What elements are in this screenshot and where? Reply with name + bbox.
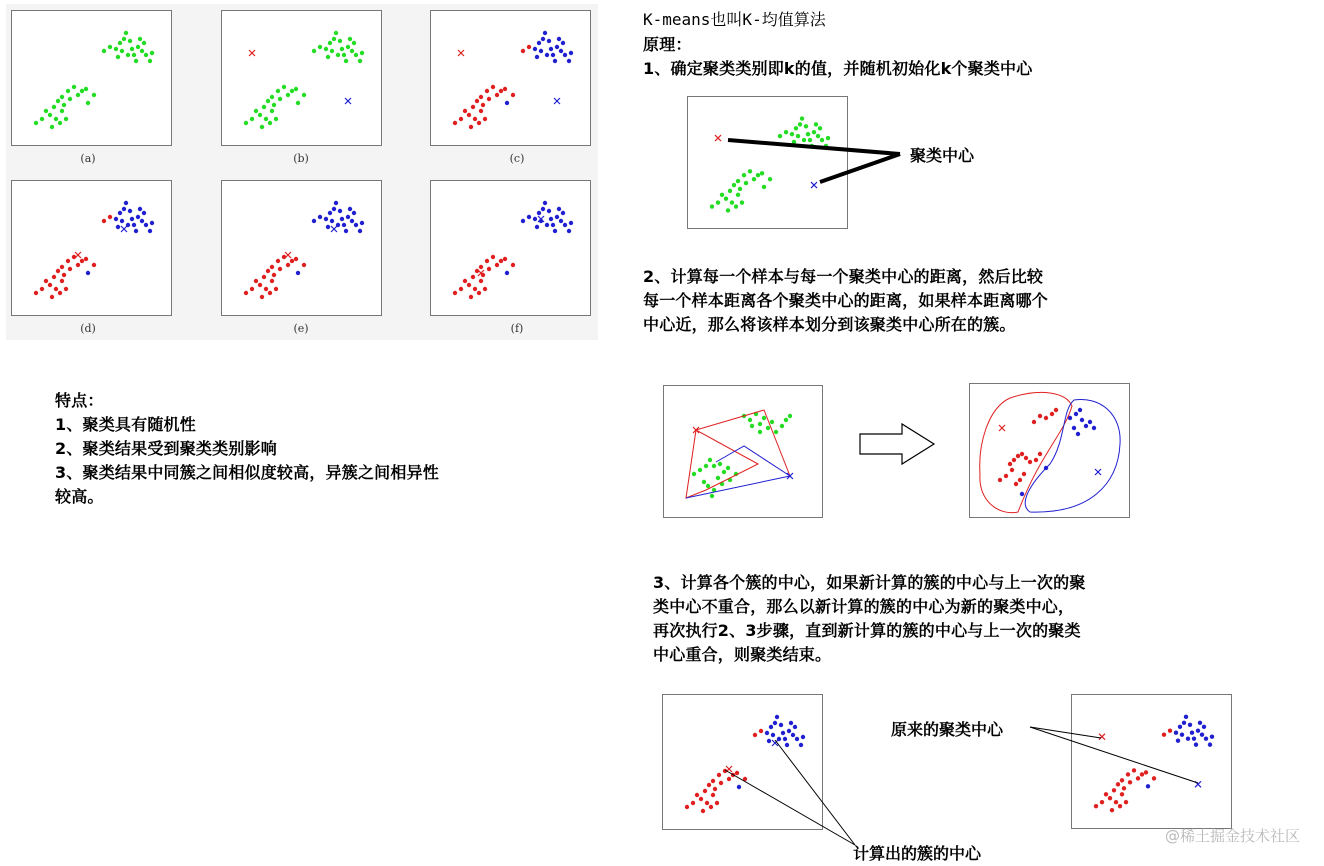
feature-2: 2、聚类结果受到聚类类别影响 bbox=[55, 439, 277, 458]
step2-line-2: 每一个样本距离各个聚类中心的距离，如果样本距离哪个 bbox=[643, 291, 1049, 310]
step3-line-1: 3、计算各个簇的中心，如果新计算的簇的中心与上一次的聚 bbox=[653, 573, 1086, 592]
original-center-label: 原来的聚类中心 bbox=[891, 720, 1004, 739]
principle-heading: 原理： bbox=[643, 35, 692, 54]
caption-a: (a) bbox=[80, 152, 96, 165]
step2-line-3: 中心近，那么将该样本划分到该聚类中心所在的簇。 bbox=[643, 315, 1016, 334]
caption-d: (d) bbox=[80, 322, 96, 335]
caption-e: (e) bbox=[293, 322, 309, 335]
feature-1: 1、聚类具有随机性 bbox=[55, 415, 196, 434]
step3-line-4: 中心重合，则聚类结束。 bbox=[653, 645, 832, 664]
caption-c: (c) bbox=[509, 152, 525, 165]
step3-line-2: 类中心不重合，那么以新计算的簇的中心为新的聚类中心， bbox=[653, 597, 1075, 616]
caption-f: (f) bbox=[510, 322, 524, 335]
step1-text: 1、确定聚类类别即k的值，并随机初始化k个聚类中心 bbox=[643, 59, 1033, 78]
computed-center-label: 计算出的簇的中心 bbox=[853, 844, 982, 863]
features-title: 特点： bbox=[55, 391, 104, 410]
step2-line-1: 2、计算每一个样本与每一个聚类中心的距离，然后比较 bbox=[643, 267, 1044, 286]
feature-3: 3、聚类结果中同簇之间相似度较高，异簇之间相异性 bbox=[55, 463, 439, 482]
watermark: @稀土掘金技术社区 bbox=[1164, 827, 1300, 845]
algorithm-title: K-means也叫K-均值算法 bbox=[643, 10, 826, 29]
step3-line-3: 再次执行2、3步骤，直到新计算的簇的中心与上一次的聚类 bbox=[653, 621, 1081, 640]
feature-3-cont: 较高。 bbox=[55, 487, 104, 506]
caption-b: (b) bbox=[293, 152, 309, 165]
cluster-center-label: 聚类中心 bbox=[910, 146, 975, 165]
